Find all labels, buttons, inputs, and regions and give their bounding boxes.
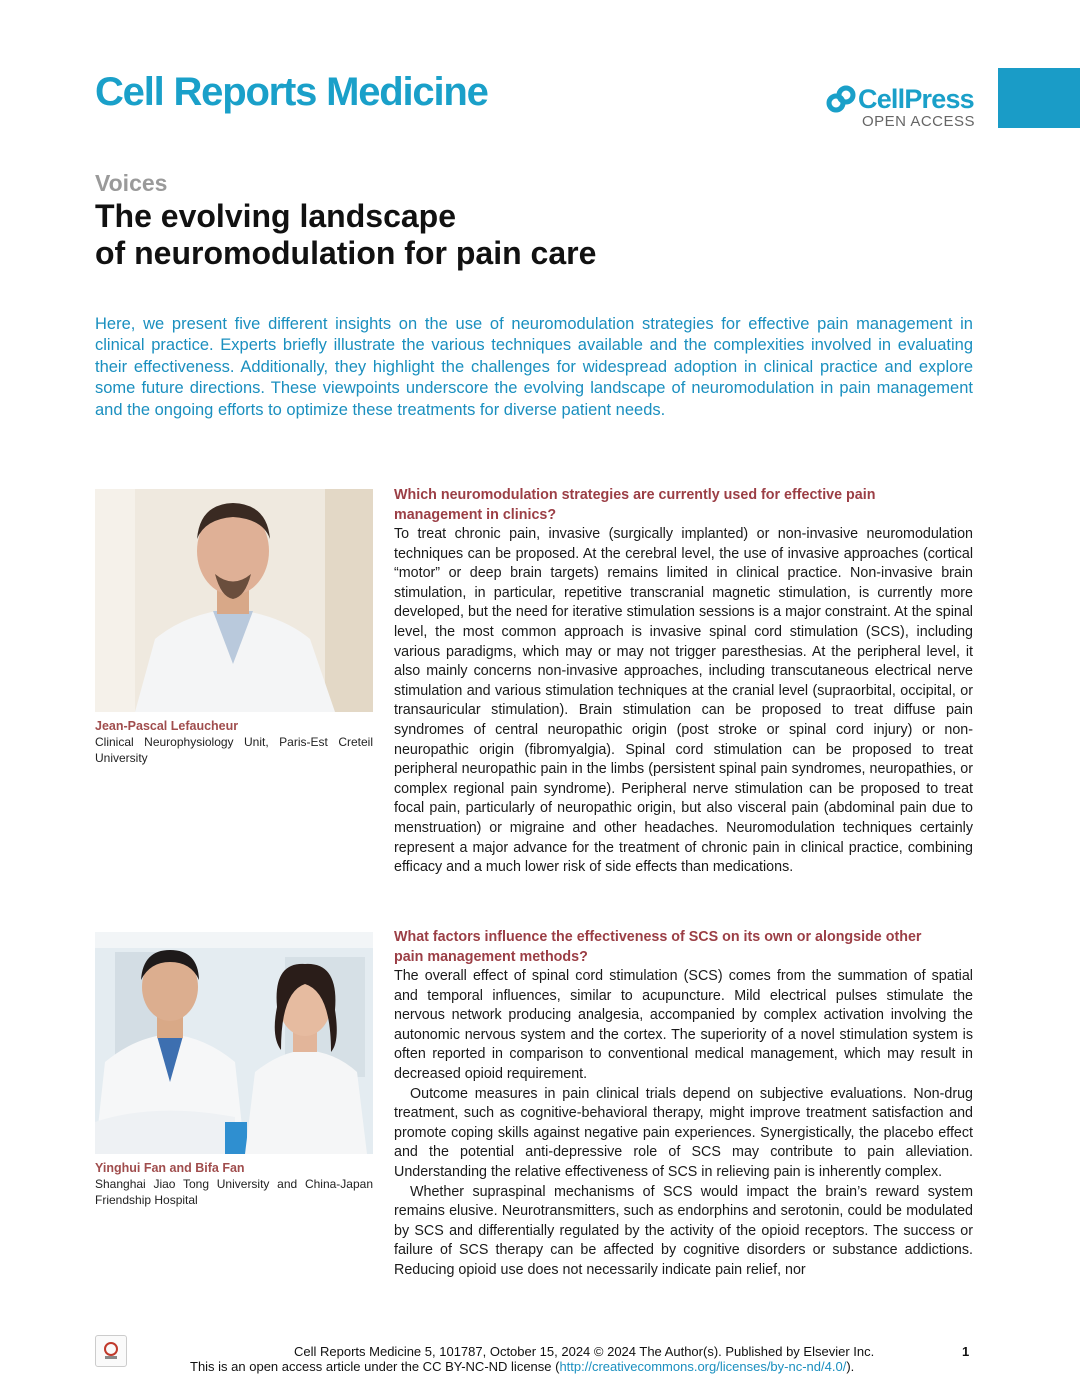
check-for-updates-badge[interactable] [95, 1335, 127, 1367]
citation-line: Cell Reports Medicine 5, 101787, October 15, 2024 © 2024 The Author(s). Published by Elsevier Inc. [294, 1344, 875, 1359]
article-title [95, 198, 596, 272]
answer-1 [394, 525, 973, 878]
question-1: Which neuromodulation strategies are currently used for effective pain management in clinics? [394, 487, 876, 523]
answer-2-paragraph-1: The overall effect of spinal cord stimulation (SCS) comes from the summation of spatial and temporal influences, similar to acupuncture. Mild electrical pulses stimulate the nervous network producing analgesia, accompanied by complex activation involving the autonomic nervous system and the cortex. The superiority of a novel stimulation system is often reported in comparison to conventional medical management, which may result in decreased opioid requirement. [394, 968, 973, 1082]
author-name: Jean-Pascal Lefaucheur [95, 719, 239, 733]
question-2: What factors influence the effectiveness of SCS on its own or alongside other pain management methods? [394, 929, 922, 965]
author-photo-fan [95, 932, 373, 1154]
author-names: Yinghui Fan and Bifa Fan [95, 1161, 245, 1175]
page-number: 1 [962, 1344, 970, 1359]
corner-tab [998, 68, 1080, 128]
abstract: Here, we present five different insights on the use of neuromodulation strategies for effective pain management in clinical practice. Experts briefly illustrate the various techniques available and the complexities involved in evaluating their effectiveness. Additionally, they highlight the challenges for widespread adoption in clinical practice and explore some future directions. These viewpoints underscore the evolving landscape of neuromodulation in pain management and the ongoing efforts to optimize these treatments for diverse patient needs. [95, 315, 973, 419]
answer-2 [394, 967, 973, 1281]
publisher-name: CellPress [858, 83, 974, 114]
answer-2-paragraph-2: Outcome measures in pain clinical trials depend on subjective evaluations. Non-drug treatment, such as cognitive-behavioral therapy, might improve treatment satisfaction and promote coping skills against negative pain experiences. Synergistically, the placebo effect and the potential anti-depressive role of SCS may contribute to pain alleviation. Understanding the relative effectiveness of SCS in relieving pain is inherently complex. [394, 1085, 973, 1180]
journal-title: Cell Reports Medicine [95, 70, 488, 114]
license-line [190, 1359, 854, 1374]
answer-1-paragraph: To treat chronic pain, invasive (surgically implanted) or non-invasive neuromodulation techniques can be proposed. At the cerebral level, the use of invasive approaches (cortical “motor” or deep brain targets) remains limited in clinical practice. Non-invasive brain stimulation, in particular, repetitive transcranial magnetic stimulation, is currently more developed, but the need for iterative stimulation sessions is a major constraint. At the spinal level, the most common approach is invasive spinal cord stimulation (SCS), including various paradigms, which may or may not trigger paresthesias. At the peripheral level, it also mainly concerns non-invasive approaches, including transcutaneous electrical nerve stimulation and various stimulation techniques at the cranial level (supraorbital, occipital, or transauricular stimulation). Brain stimulation can be proposed to treat diffuse pain syndromes of central neuropathic origin (post stroke or spinal cord injury) or non-neuropathic origin (fibromyalgia). Spinal cord stimulation can be proposed to treat peripheral neuropathic pain in the limbs (persistent spinal pain syndromes, neuropathies, or complex regional pain syndrome). Peripheral nerve stimulation can be proposed to treat focal pain, particularly of neuropathic origin, but also visceral pain (abdominal pain due to menstruation) or migraine and other headaches. Neuromodulation techniques certainly represent a major advance for the treatment of chronic pain in clinical practice, combining efficacy and a much lower risk of side effects than medications. [394, 526, 973, 876]
author-affiliation: Clinical Neurophysiology Unit, Paris-Est Creteil University [95, 735, 373, 765]
check-updates-icon [100, 1340, 122, 1362]
license-prefix: This is an open access article under the CC BY-NC-ND license ( [190, 1359, 560, 1374]
answer-2-paragraph-3: Whether supraspinal mechanisms of SCS would impact the brain’s reward system remains elusive. Neurotransmitters, such as endorphins and serotonin, could be modulated by SCS and differentially regulated by the activity of the opioid receptors. The success or failure of SCS therapy can be affected by cognitive disorders or substance addictions. Reducing opioid use does not necessarily indicate pain relief, nor [394, 1183, 973, 1278]
cellpress-logo[interactable] [826, 82, 976, 116]
title-line-2: of neuromodulation for pain care [95, 235, 597, 271]
author-photo-lefaucheur [95, 489, 373, 712]
open-access-label: OPEN ACCESS [862, 113, 976, 130]
title-line-1: The evolving landscape [95, 198, 456, 234]
license-link[interactable]: http://creativecommons.org/licenses/by-nc-nd/4.0/ [559, 1359, 847, 1374]
license-suffix: ). [846, 1359, 855, 1374]
author-affiliation: Shanghai Jiao Tong University and China-Japan Friendship Hospital [95, 1177, 373, 1207]
section-label: Voices [95, 170, 168, 196]
cellpress-link-icon [826, 84, 856, 114]
